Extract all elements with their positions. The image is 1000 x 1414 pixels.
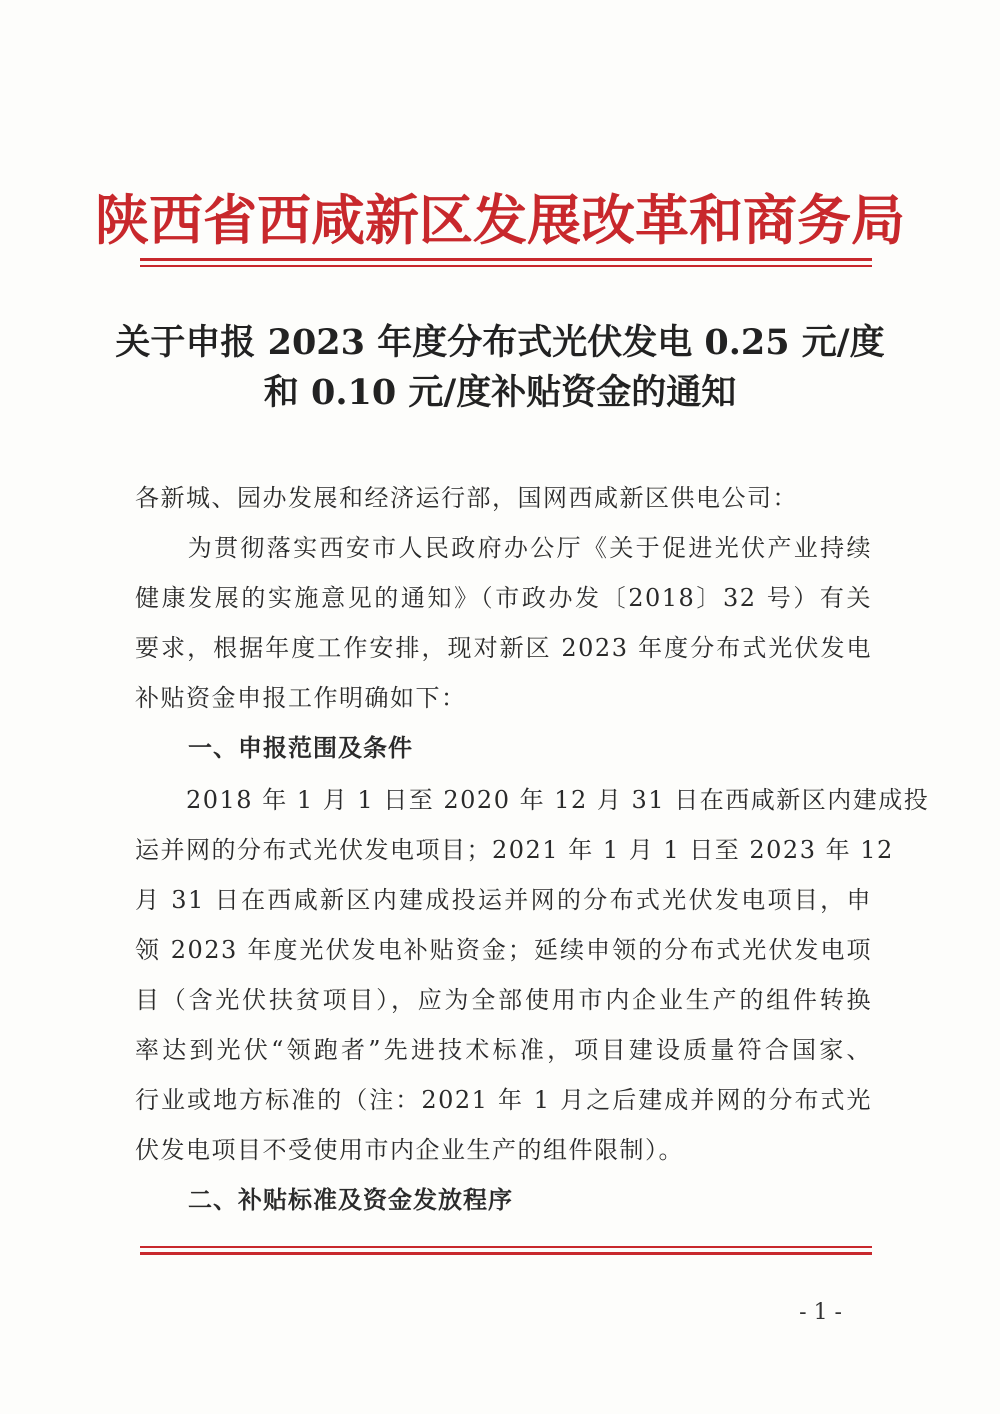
section-1-line-5: 目（含光伏扶贫项目），应为全部使用市内企业生产的组件转换 — [135, 986, 872, 1014]
footer-red-rule-thin — [140, 1246, 872, 1248]
intro-paragraph-line-1: 为贯彻落实西安市人民政府办公厅《关于促进光伏产业持续 — [135, 534, 872, 562]
section-2-heading: 二、补贴标准及资金发放程序 — [188, 1186, 513, 1214]
document-title-line-2: 和 0.10 元/度补贴资金的通知 — [263, 372, 737, 413]
addressee-line: 各新城、园办发展和经济运行部，国网西咸新区供电公司： — [135, 484, 798, 512]
intro-paragraph-line-2: 健康发展的实施意见的通知》（市政办发〔2018〕32 号）有关 — [135, 584, 872, 612]
page-number: - 1 - — [799, 1300, 842, 1325]
header-red-rule-thick — [140, 258, 872, 261]
document-title — [110, 318, 890, 418]
section-1-line-8: 伏发电项目不受使用市内企业生产的组件限制）。 — [135, 1136, 684, 1164]
section-1-line-7: 行业或地方标准的（注：2021 年 1 月之后建成并网的分布式光 — [135, 1086, 872, 1114]
section-1-heading: 一、申报范围及条件 — [188, 734, 413, 762]
intro-paragraph-line-3: 要求，根据年度工作安排，现对新区 2023 年度分布式光伏发电 — [135, 634, 872, 662]
issuing-agency-header: 陕西省西咸新区发展改革和商务局 — [95, 188, 905, 252]
section-1-line-3: 月 31 日在西咸新区内建成投运并网的分布式光伏发电项目，申 — [135, 886, 872, 914]
document-title-line-1: 关于申报 2023 年度分布式光伏发电 0.25 元/度 — [115, 322, 885, 363]
section-1-line-4: 领 2023 年度光伏发电补贴资金；延续申领的分布式光伏发电项 — [135, 936, 872, 964]
intro-paragraph-line-4: 补贴资金申报工作明确如下： — [135, 684, 467, 712]
header-red-rule-thin — [140, 265, 872, 267]
section-1-line-1: 2018 年 1 月 1 日至 2020 年 12 月 31 日在西咸新区内建成投 — [135, 786, 930, 814]
section-1-line-6: 率达到光伏“领跑者”先进技术标准，项目建设质量符合国家、 — [135, 1036, 872, 1064]
footer-red-rule-thick — [140, 1252, 872, 1255]
section-1-line-2: 运并网的分布式光伏发电项目；2021 年 1 月 1 日至 2023 年 12 — [135, 836, 894, 864]
